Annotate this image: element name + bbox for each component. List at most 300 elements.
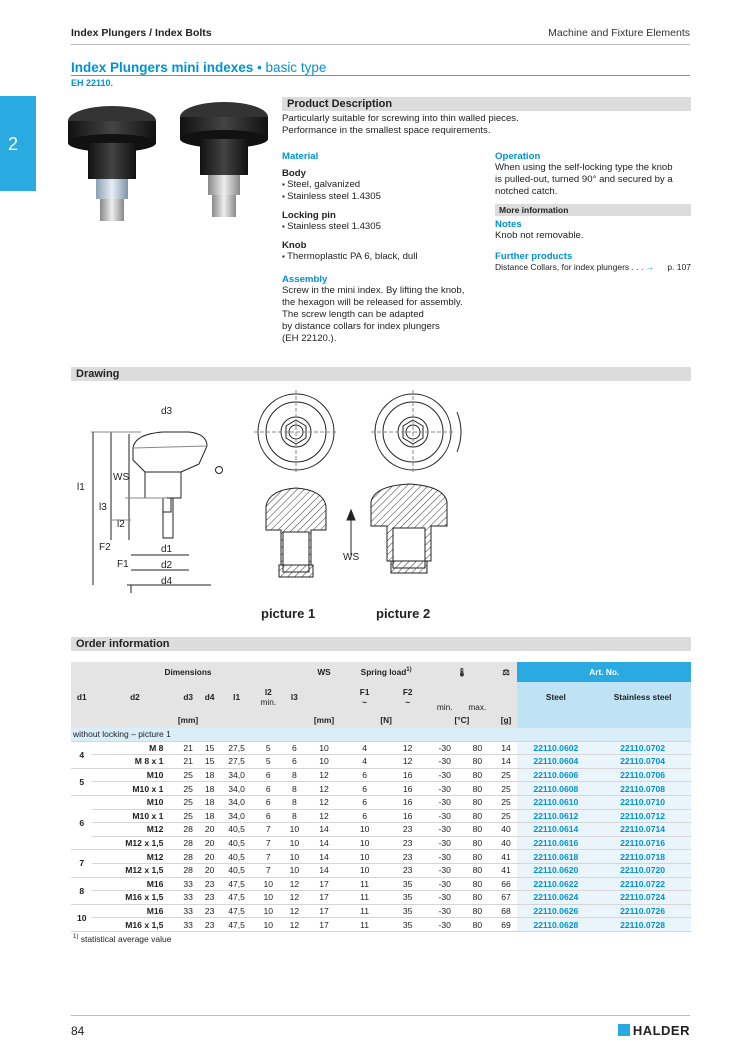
cell-ws: 12 bbox=[305, 809, 343, 823]
col-f1 bbox=[343, 682, 386, 712]
cell-tmax: 80 bbox=[460, 809, 494, 823]
cell-l3: 8 bbox=[284, 809, 305, 823]
label-ws: WS bbox=[113, 472, 130, 483]
cell-l1: 27,5 bbox=[220, 741, 253, 755]
table-header-row-1 bbox=[71, 662, 691, 682]
cell-tmax: 80 bbox=[460, 823, 494, 837]
unit-ws-mm: [mm] bbox=[305, 712, 343, 728]
cell-f2: 35 bbox=[386, 904, 429, 918]
cell-art-steel[interactable]: 22110.0618 bbox=[517, 850, 594, 864]
col-l2-label: l2 bbox=[264, 687, 272, 697]
cell-d2: M16 bbox=[92, 904, 177, 918]
cell-ws: 14 bbox=[305, 823, 343, 837]
cell-tmax: 80 bbox=[460, 782, 494, 796]
notes-heading: Notes bbox=[495, 219, 522, 230]
cell-d4: 15 bbox=[199, 741, 220, 755]
cell-l2: 10 bbox=[253, 877, 284, 891]
cell-g: 25 bbox=[495, 795, 518, 809]
drawing-heading: Drawing bbox=[71, 367, 691, 381]
cell-art-stainless[interactable]: 22110.0718 bbox=[594, 850, 691, 864]
cell-l3: 6 bbox=[284, 741, 305, 755]
cell-l2: 6 bbox=[253, 795, 284, 809]
material-section bbox=[282, 151, 487, 345]
assembly-line: (EH 22120.). bbox=[282, 333, 337, 344]
cell-art-stainless[interactable]: 22110.0714 bbox=[594, 823, 691, 837]
cell-ws: 14 bbox=[305, 850, 343, 864]
cell-f1: 10 bbox=[343, 823, 386, 837]
product-code: EH 22110. bbox=[71, 78, 114, 88]
col-f1-label: F1 bbox=[359, 687, 370, 697]
col-temp-max: max. bbox=[460, 682, 494, 712]
cell-l3: 12 bbox=[284, 877, 305, 891]
label-d2: d2 bbox=[161, 560, 173, 571]
cell-f2: 35 bbox=[386, 918, 429, 932]
cell-art-stainless[interactable]: 22110.0716 bbox=[594, 836, 691, 850]
col-f2-label: F2 bbox=[402, 687, 413, 697]
cell-d2: M 8 bbox=[92, 741, 177, 755]
cell-d3: 25 bbox=[177, 809, 198, 823]
cell-d3: 28 bbox=[177, 850, 198, 864]
cell-d2: M12 bbox=[92, 823, 177, 837]
further-products-text: Distance Collars, for index plungers . . . bbox=[495, 262, 644, 272]
cell-d4: 20 bbox=[199, 850, 220, 864]
plunger-galvanized-photo bbox=[68, 106, 156, 221]
cell-d3: 25 bbox=[177, 782, 198, 796]
cell-ws: 17 bbox=[305, 918, 343, 932]
cell-l3: 10 bbox=[284, 850, 305, 864]
operation-line: is pulled-out, turned 90° and secured by a bbox=[495, 174, 673, 185]
description-line: Particularly suitable for screwing into thin walled pieces. bbox=[282, 113, 519, 124]
cell-f1: 11 bbox=[343, 904, 386, 918]
cell-l2: 7 bbox=[253, 823, 284, 837]
top-view-picture-2 bbox=[371, 390, 461, 474]
body-item: ▪ Stainless steel 1.4305 bbox=[282, 191, 487, 203]
cell-tmin: -30 bbox=[429, 768, 460, 782]
cell-tmax: 80 bbox=[460, 836, 494, 850]
cell-tmin: -30 bbox=[429, 795, 460, 809]
cell-art-stainless[interactable]: 22110.0728 bbox=[594, 918, 691, 932]
cell-f1: 10 bbox=[343, 850, 386, 864]
cell-l1: 40,5 bbox=[220, 836, 253, 850]
unit-g: [g] bbox=[495, 712, 518, 728]
cell-l2: 6 bbox=[253, 768, 284, 782]
cell-tmax: 80 bbox=[460, 755, 494, 769]
cell-ws: 17 bbox=[305, 904, 343, 918]
table-row bbox=[71, 918, 691, 932]
footnote-sup: 1) bbox=[73, 934, 79, 941]
cell-art-steel[interactable]: 22110.0602 bbox=[517, 741, 594, 755]
cell-d3: 25 bbox=[177, 768, 198, 782]
cell-d2: M12 x 1,5 bbox=[92, 836, 177, 850]
cell-f2: 12 bbox=[386, 755, 429, 769]
footnote-text: statistical average value bbox=[80, 934, 172, 944]
title-bold: Index Plungers mini indexes bbox=[71, 60, 254, 75]
label-f2: F2 bbox=[99, 542, 111, 553]
cell-art-steel[interactable]: 22110.0614 bbox=[517, 823, 594, 837]
more-information-bar: More information bbox=[495, 204, 691, 216]
assembly-line: by distance collars for index plungers bbox=[282, 321, 440, 332]
cell-f1: 6 bbox=[343, 768, 386, 782]
footer-divider bbox=[71, 1015, 690, 1016]
cell-f1: 10 bbox=[343, 863, 386, 877]
cell-tmax: 80 bbox=[460, 918, 494, 932]
cell-art-steel[interactable]: 22110.0620 bbox=[517, 863, 594, 877]
col-l2-min: min. bbox=[260, 697, 277, 707]
table-row bbox=[71, 809, 691, 823]
locking-type-row bbox=[71, 728, 691, 741]
cell-tmin: -30 bbox=[429, 850, 460, 864]
cell-l3: 6 bbox=[284, 755, 305, 769]
cell-l3: 8 bbox=[284, 782, 305, 796]
cell-art-steel[interactable]: 22110.0622 bbox=[517, 877, 594, 891]
cell-f2: 16 bbox=[386, 795, 429, 809]
label-d4: d4 bbox=[161, 576, 173, 587]
unit-n: [N] bbox=[343, 712, 429, 728]
title-divider bbox=[71, 75, 690, 76]
cell-l3: 10 bbox=[284, 836, 305, 850]
cell-art-stainless[interactable]: 22110.0706 bbox=[594, 768, 691, 782]
cell-f2: 16 bbox=[386, 768, 429, 782]
arrow-right-icon: → bbox=[645, 262, 655, 272]
cell-tmax: 80 bbox=[460, 795, 494, 809]
cell-d1: 8 bbox=[71, 877, 92, 904]
header-right: Machine and Fixture Elements bbox=[548, 27, 690, 39]
col-weight-blank bbox=[495, 682, 518, 712]
cell-tmin: -30 bbox=[429, 918, 460, 932]
cell-art-steel[interactable]: 22110.0604 bbox=[517, 755, 594, 769]
cell-d1: 5 bbox=[71, 768, 92, 795]
cell-tmin: -30 bbox=[429, 782, 460, 796]
cell-art-steel[interactable]: 22110.0626 bbox=[517, 904, 594, 918]
page-number: 84 bbox=[71, 1024, 85, 1038]
logo-text: HALDER bbox=[632, 1023, 690, 1038]
cell-d4: 23 bbox=[199, 918, 220, 932]
cell-d2: M10 bbox=[92, 768, 177, 782]
picture-1-caption: picture 1 bbox=[261, 606, 316, 621]
footnote bbox=[73, 934, 171, 944]
cell-f2: 23 bbox=[386, 863, 429, 877]
table-row bbox=[71, 795, 691, 809]
cell-l1: 34,0 bbox=[220, 782, 253, 796]
cell-d2: M10 x 1 bbox=[92, 782, 177, 796]
cell-l2: 10 bbox=[253, 904, 284, 918]
side-view bbox=[91, 432, 223, 593]
cell-art-steel[interactable]: 22110.0624 bbox=[517, 891, 594, 905]
cell-art-steel[interactable]: 22110.0612 bbox=[517, 809, 594, 823]
cell-d3: 33 bbox=[177, 891, 198, 905]
cell-art-stainless[interactable]: 22110.0726 bbox=[594, 904, 691, 918]
cell-art-stainless[interactable]: 22110.0704 bbox=[594, 755, 691, 769]
assembly-heading: Assembly bbox=[282, 274, 328, 285]
cell-d4: 18 bbox=[199, 809, 220, 823]
cell-d3: 21 bbox=[177, 755, 198, 769]
cell-d4: 23 bbox=[199, 877, 220, 891]
cell-tmin: -30 bbox=[429, 836, 460, 850]
cell-ws: 14 bbox=[305, 863, 343, 877]
operation-line: When using the self-locking type the knob bbox=[495, 162, 673, 173]
cell-tmax: 80 bbox=[460, 768, 494, 782]
cell-l3: 12 bbox=[284, 918, 305, 932]
cell-g: 69 bbox=[495, 918, 518, 932]
cell-art-steel[interactable]: 22110.0608 bbox=[517, 782, 594, 796]
col-l2 bbox=[253, 682, 284, 712]
ws-header: WS bbox=[305, 662, 343, 682]
cell-ws: 12 bbox=[305, 782, 343, 796]
cell-l1: 34,0 bbox=[220, 795, 253, 809]
cell-ws: 12 bbox=[305, 795, 343, 809]
cell-tmax: 80 bbox=[460, 891, 494, 905]
cell-l3: 10 bbox=[284, 863, 305, 877]
table-row bbox=[71, 836, 691, 850]
unit-art-blank bbox=[517, 712, 691, 728]
page-title bbox=[71, 60, 326, 75]
cell-l2: 7 bbox=[253, 836, 284, 850]
cell-f1: 4 bbox=[343, 741, 386, 755]
section-view-picture-2 bbox=[371, 484, 447, 573]
col-d2: d2 bbox=[92, 682, 177, 712]
description-line: Performance in the smallest space requirements. bbox=[282, 125, 491, 136]
knob-heading: Knob bbox=[282, 240, 307, 251]
header-divider bbox=[71, 44, 690, 45]
cell-tmin: -30 bbox=[429, 741, 460, 755]
cell-f1: 6 bbox=[343, 782, 386, 796]
art-no-header: Art. No. bbox=[517, 662, 691, 682]
assembly-line: Screw in the mini index. By lifting the knob, bbox=[282, 285, 465, 296]
cell-l3: 8 bbox=[284, 795, 305, 809]
cell-d2: M16 x 1,5 bbox=[92, 891, 177, 905]
order-information-heading: Order information bbox=[71, 637, 691, 651]
label-ws-section: WS bbox=[343, 552, 360, 563]
cell-d2: M16 x 1,5 bbox=[92, 918, 177, 932]
cell-d3: 25 bbox=[177, 795, 198, 809]
chapter-number: 2 bbox=[8, 134, 19, 154]
cell-f2: 35 bbox=[386, 877, 429, 891]
cell-g: 68 bbox=[495, 904, 518, 918]
cell-art-steel[interactable]: 22110.0616 bbox=[517, 836, 594, 850]
cell-art-stainless[interactable]: 22110.0712 bbox=[594, 809, 691, 823]
cell-d2: M12 bbox=[92, 850, 177, 864]
cell-d4: 23 bbox=[199, 904, 220, 918]
table-row bbox=[71, 755, 691, 769]
cell-art-stainless[interactable]: 22110.0722 bbox=[594, 877, 691, 891]
cell-f1: 10 bbox=[343, 836, 386, 850]
cell-l2: 6 bbox=[253, 782, 284, 796]
chapter-tab[interactable] bbox=[0, 96, 36, 191]
cell-l1: 27,5 bbox=[220, 755, 253, 769]
cell-f1: 11 bbox=[343, 918, 386, 932]
plunger-stainless-photo bbox=[180, 102, 268, 217]
operation-text bbox=[495, 162, 691, 198]
body-item: ▪ Steel, galvanized bbox=[282, 179, 487, 191]
cell-d2: M12 x 1,5 bbox=[92, 863, 177, 877]
table-row bbox=[71, 877, 691, 891]
cell-f2: 16 bbox=[386, 782, 429, 796]
assembly-text bbox=[282, 285, 487, 345]
cell-l2: 10 bbox=[253, 891, 284, 905]
cell-d4: 23 bbox=[199, 891, 220, 905]
cell-l3: 12 bbox=[284, 891, 305, 905]
cell-g: 25 bbox=[495, 768, 518, 782]
cell-g: 67 bbox=[495, 891, 518, 905]
cell-l1: 47,5 bbox=[220, 877, 253, 891]
cell-g: 41 bbox=[495, 863, 518, 877]
cell-l2: 5 bbox=[253, 755, 284, 769]
cell-ws: 10 bbox=[305, 755, 343, 769]
cell-d3: 33 bbox=[177, 918, 198, 932]
assembly-line: The screw length can be adapted bbox=[282, 309, 424, 320]
cell-g: 14 bbox=[495, 755, 518, 769]
cell-art-stainless[interactable]: 22110.0702 bbox=[594, 741, 691, 755]
operation-heading: Operation bbox=[495, 151, 541, 162]
cell-l2: 5 bbox=[253, 741, 284, 755]
spring-load-sup: 1) bbox=[406, 667, 412, 674]
cell-l1: 40,5 bbox=[220, 863, 253, 877]
locking-pin-heading: Locking pin bbox=[282, 210, 336, 221]
halder-logo bbox=[618, 1023, 690, 1038]
operation-section bbox=[495, 151, 691, 272]
product-description-text bbox=[282, 113, 519, 137]
cell-l2: 6 bbox=[253, 809, 284, 823]
cell-d2: M 8 x 1 bbox=[92, 755, 177, 769]
cell-art-stainless[interactable]: 22110.0720 bbox=[594, 863, 691, 877]
cell-f2: 23 bbox=[386, 850, 429, 864]
cell-l1: 47,5 bbox=[220, 891, 253, 905]
cell-l3: 10 bbox=[284, 823, 305, 837]
label-l1: l1 bbox=[77, 482, 85, 493]
cell-tmax: 80 bbox=[460, 863, 494, 877]
cell-d1: 7 bbox=[71, 850, 92, 877]
table-row bbox=[71, 863, 691, 877]
cell-tmin: -30 bbox=[429, 863, 460, 877]
cell-d3: 33 bbox=[177, 877, 198, 891]
knob-item: ▪ Thermoplastic PA 6, black, dull bbox=[282, 251, 487, 263]
table-row bbox=[71, 823, 691, 837]
unit-c: [°C] bbox=[429, 712, 494, 728]
table-units-row bbox=[71, 712, 691, 728]
cell-l1: 34,0 bbox=[220, 809, 253, 823]
operation-line: notched catch. bbox=[495, 186, 558, 197]
weight-icon: ⚖ bbox=[495, 662, 518, 682]
cell-d2: M10 bbox=[92, 795, 177, 809]
cell-g: 41 bbox=[495, 850, 518, 864]
label-f1: F1 bbox=[117, 559, 129, 570]
further-products-link[interactable] bbox=[495, 262, 691, 272]
unit-mm: [mm] bbox=[71, 712, 305, 728]
cell-g: 14 bbox=[495, 741, 518, 755]
cell-f2: 12 bbox=[386, 741, 429, 755]
picture-2-caption: picture 2 bbox=[376, 606, 431, 621]
col-d3: d3 bbox=[177, 682, 198, 712]
cell-art-steel[interactable]: 22110.0606 bbox=[517, 768, 594, 782]
cell-art-stainless[interactable]: 22110.0724 bbox=[594, 891, 691, 905]
cell-d4: 18 bbox=[199, 768, 220, 782]
cell-d4: 15 bbox=[199, 755, 220, 769]
col-f1-tilde: ~ bbox=[362, 697, 368, 707]
cell-ws: 17 bbox=[305, 877, 343, 891]
cell-tmin: -30 bbox=[429, 904, 460, 918]
col-d4: d4 bbox=[199, 682, 220, 712]
cell-g: 25 bbox=[495, 782, 518, 796]
cell-f1: 11 bbox=[343, 891, 386, 905]
cell-tmax: 80 bbox=[460, 850, 494, 864]
cell-d4: 20 bbox=[199, 823, 220, 837]
col-steel: Steel bbox=[517, 682, 594, 712]
technical-drawing bbox=[71, 390, 471, 630]
table-row bbox=[71, 850, 691, 864]
cell-d3: 33 bbox=[177, 904, 198, 918]
cell-d3: 28 bbox=[177, 836, 198, 850]
cell-ws: 12 bbox=[305, 768, 343, 782]
cell-art-steel[interactable]: 22110.0610 bbox=[517, 795, 594, 809]
thermometer-icon: 🌡 bbox=[429, 662, 494, 682]
cell-d4: 18 bbox=[199, 795, 220, 809]
cell-ws: 10 bbox=[305, 741, 343, 755]
cell-art-stainless[interactable]: 22110.0708 bbox=[594, 782, 691, 796]
cell-d3: 28 bbox=[177, 823, 198, 837]
cell-tmax: 80 bbox=[460, 877, 494, 891]
cell-art-stainless[interactable]: 22110.0710 bbox=[594, 795, 691, 809]
cell-tmax: 80 bbox=[460, 741, 494, 755]
label-l3: l3 bbox=[99, 502, 107, 513]
cell-l1: 40,5 bbox=[220, 850, 253, 864]
cell-l3: 12 bbox=[284, 904, 305, 918]
cell-ws: 17 bbox=[305, 891, 343, 905]
col-ws-blank bbox=[305, 682, 343, 712]
cell-d4: 20 bbox=[199, 836, 220, 850]
cell-ws: 14 bbox=[305, 836, 343, 850]
cell-d2: M16 bbox=[92, 877, 177, 891]
cell-tmax: 80 bbox=[460, 904, 494, 918]
cell-l1: 34,0 bbox=[220, 768, 253, 782]
cell-l2: 10 bbox=[253, 918, 284, 932]
header-left: Index Plungers / Index Bolts bbox=[71, 27, 212, 39]
cell-l3: 8 bbox=[284, 768, 305, 782]
cell-l1: 47,5 bbox=[220, 904, 253, 918]
body-heading: Body bbox=[282, 168, 306, 179]
label-l2: l2 bbox=[117, 519, 125, 530]
order-table bbox=[71, 662, 691, 932]
cell-tmin: -30 bbox=[429, 823, 460, 837]
dimensions-header: Dimensions bbox=[71, 662, 305, 682]
cell-d4: 18 bbox=[199, 782, 220, 796]
locking-pin-item: ▪ Stainless steel 1.4305 bbox=[282, 221, 487, 233]
cell-f2: 35 bbox=[386, 891, 429, 905]
cell-d3: 28 bbox=[177, 863, 198, 877]
cell-d1: 6 bbox=[71, 795, 92, 849]
table-header-row-2 bbox=[71, 682, 691, 712]
col-f2-tilde: ~ bbox=[405, 697, 411, 707]
cell-art-steel[interactable]: 22110.0628 bbox=[517, 918, 594, 932]
cell-f1: 6 bbox=[343, 795, 386, 809]
cell-tmin: -30 bbox=[429, 877, 460, 891]
cell-l1: 47,5 bbox=[220, 918, 253, 932]
cell-d1: 10 bbox=[71, 904, 92, 931]
cell-tmin: -30 bbox=[429, 891, 460, 905]
cell-f1: 6 bbox=[343, 809, 386, 823]
label-d1: d1 bbox=[161, 544, 173, 555]
cell-l2: 7 bbox=[253, 863, 284, 877]
cell-tmin: -30 bbox=[429, 755, 460, 769]
table-row bbox=[71, 768, 691, 782]
cell-d3: 21 bbox=[177, 741, 198, 755]
further-products-heading: Further products bbox=[495, 251, 573, 262]
cell-l1: 40,5 bbox=[220, 823, 253, 837]
locking-type-label: without locking – picture 1 bbox=[71, 728, 691, 741]
title-bullet: • bbox=[253, 60, 266, 75]
col-l3: l3 bbox=[284, 682, 305, 712]
cell-f2: 23 bbox=[386, 836, 429, 850]
title-normal: basic type bbox=[265, 60, 327, 75]
